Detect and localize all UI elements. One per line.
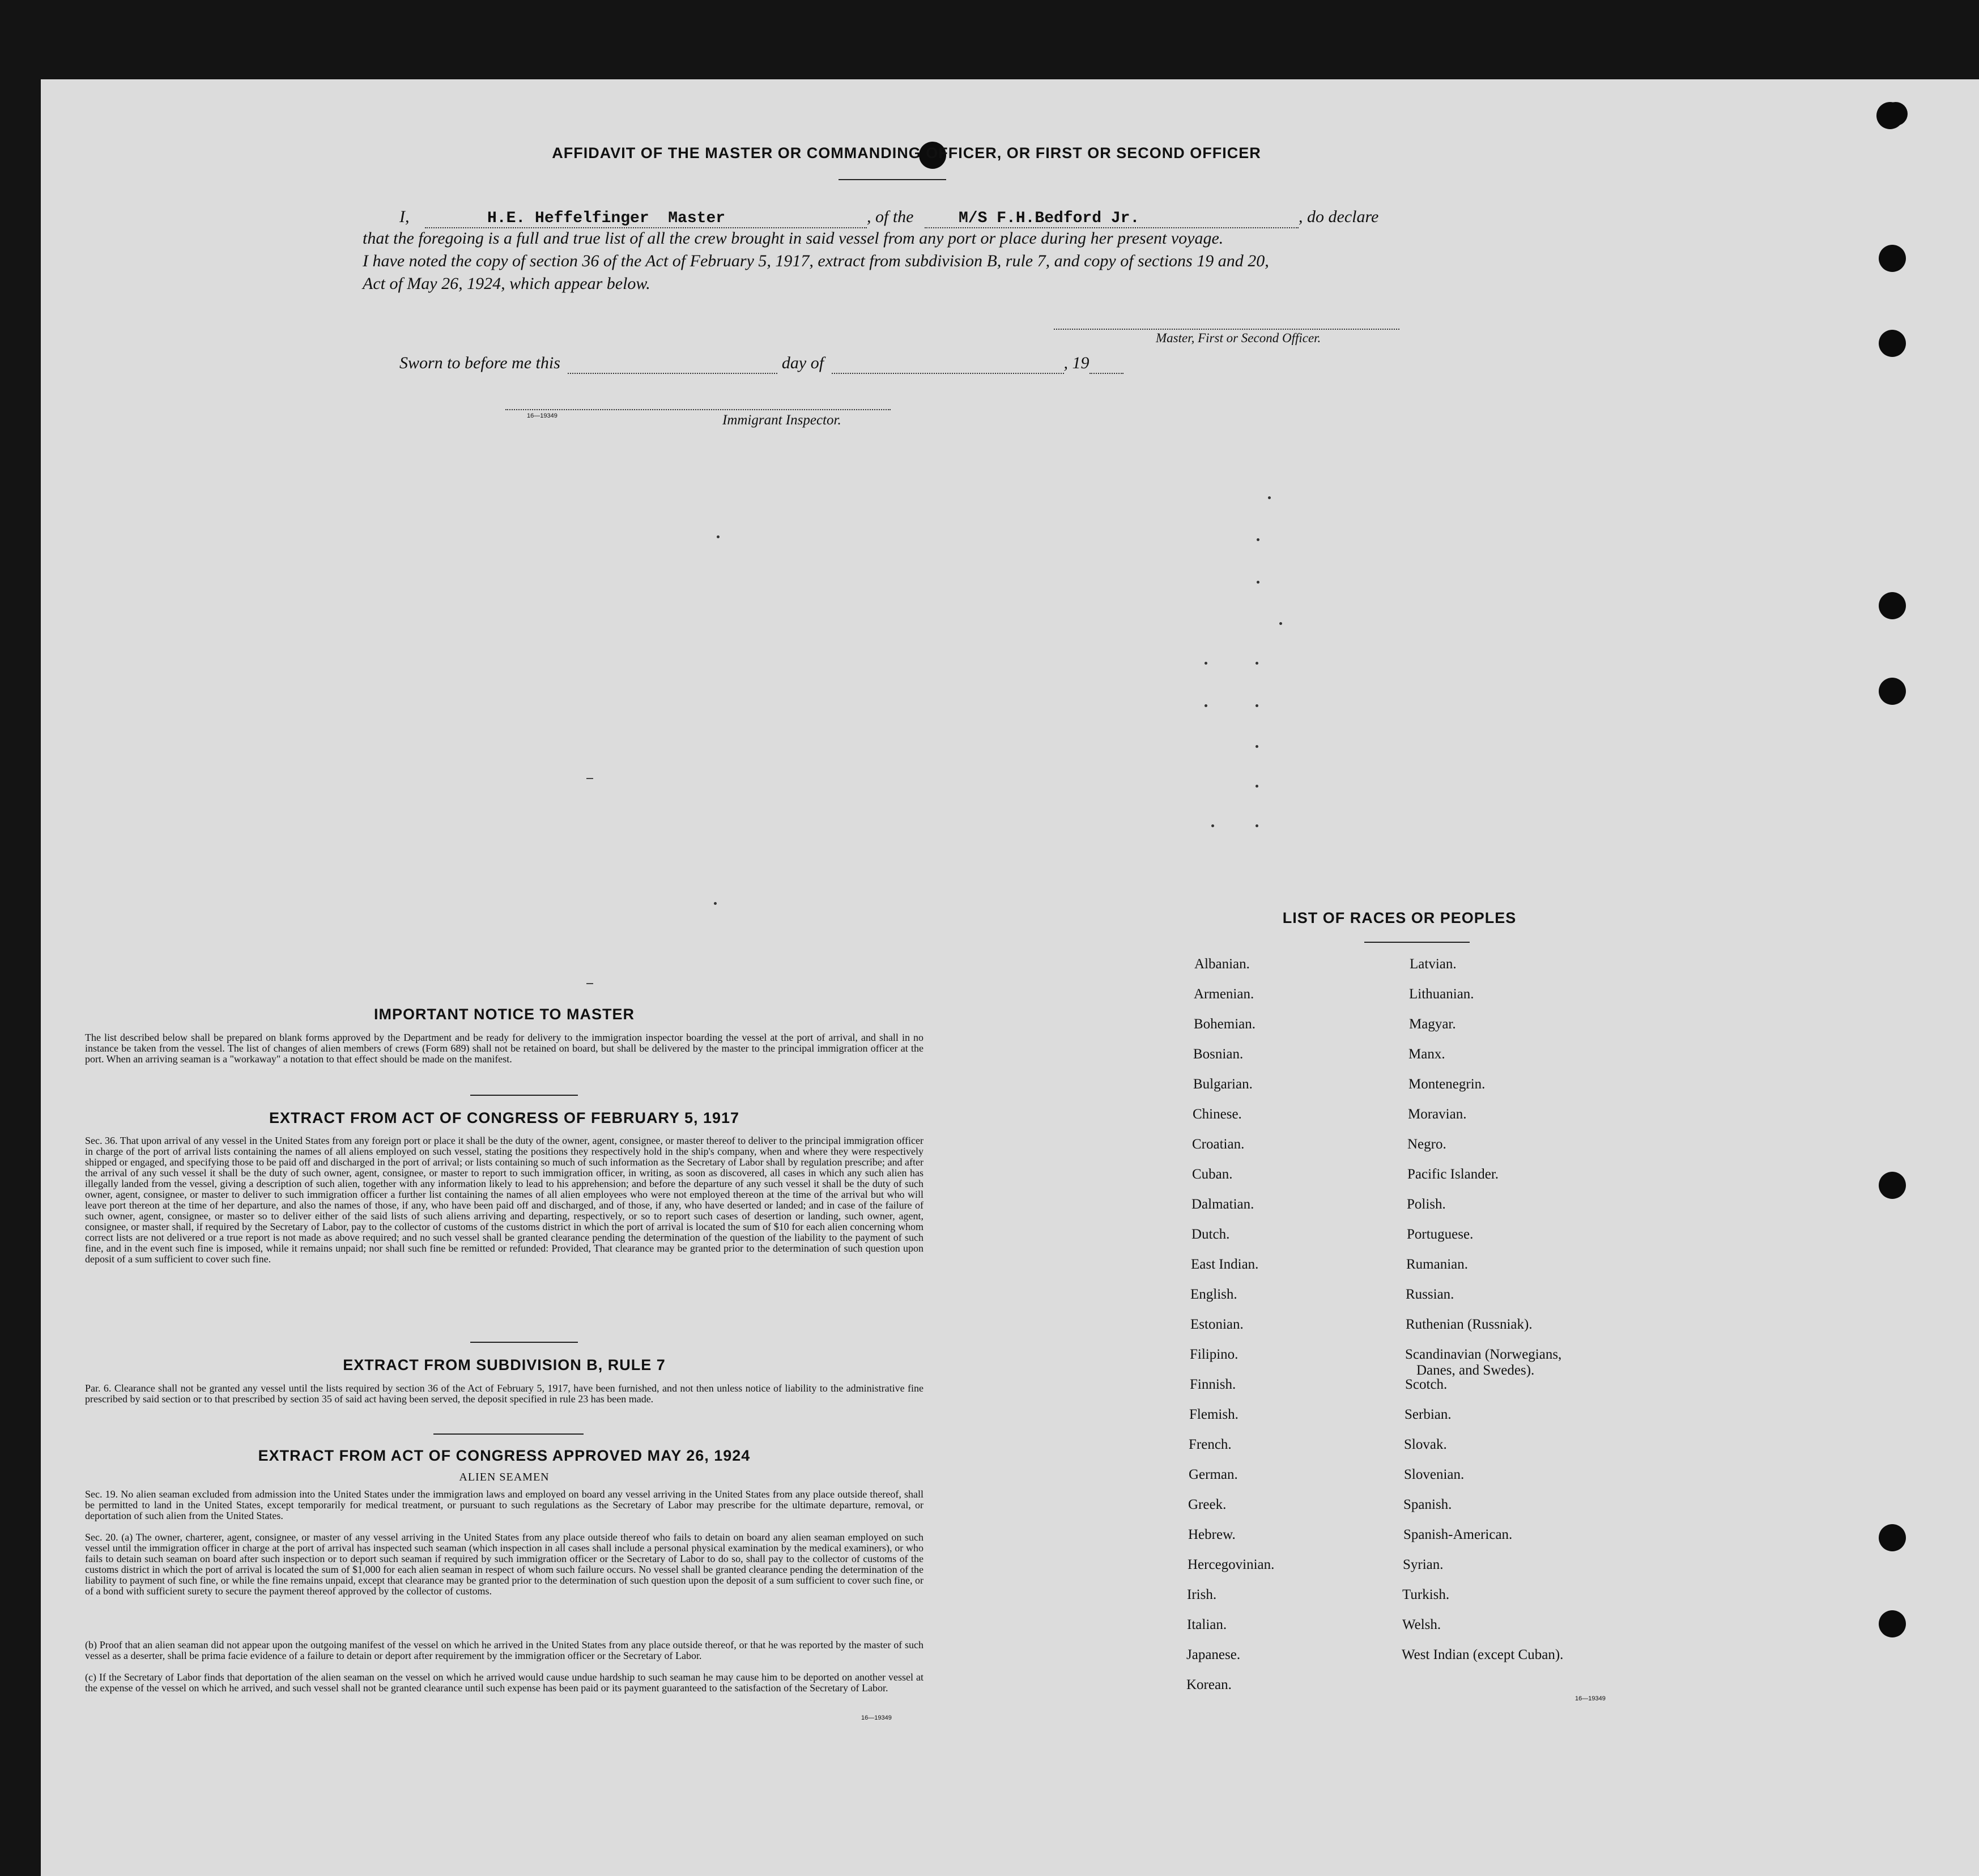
race-item: Slovak. [1404,1437,1447,1452]
binder-hole [1879,245,1906,272]
race-item: Turkish. [1402,1587,1450,1602]
race-item: Pacific Islander. [1407,1167,1499,1182]
form-number-top: 16—19349 [527,412,557,419]
inspector-signature-line[interactable] [505,409,891,410]
stray-mark [714,902,717,905]
stray-dash [586,983,593,984]
vessel-name-value: M/S F.H.Bedford Jr. [959,210,1140,227]
stray-dash [586,778,593,779]
race-item: Greek. [1188,1497,1227,1512]
extract-rule7-heading: EXTRACT FROM SUBDIVISION B, RULE 7 [343,1356,666,1373]
declaration-line-1 [399,207,1378,228]
race-item: Albanian. [1194,956,1250,972]
stray-mark [1205,704,1207,707]
race-item: Polish. [1407,1197,1446,1212]
extract-1924-sec20b: (b) Proof that an alien seaman did not appear upon the outgoing manifest of the vessel on which he arrived in the United States from any place outside thereof, or that he was reported by the master of such vessel as a deserter, shall be prima facie evidence of a failure to detain or deport after requirement by the immigration officer or the Secretary of Labor. [85,1639,923,1661]
day-of-label: day of [781,354,824,372]
race-item: Rumanian. [1406,1257,1469,1272]
of-the-label: , of the [867,207,914,226]
notice-text: The list described below shall be prepared on blank forms approved by the Department and be ready for delivery to the immigration inspector boarding the vessel at the port of arrival, and shall in no instance be taken from the vessel. The list of changes of alien members of crews (Form 689) shall not be retained on board, but shall be delivered by the master to the principal immigration officer at the port. When an arriving seaman is a "workaway" a notation to that effect should be made on the manifest. [85,1032,923,1065]
binder-hole [1884,102,1908,126]
race-item: Flemish. [1189,1407,1239,1422]
sworn-month-field[interactable] [832,354,1064,374]
sworn-line [399,354,1123,374]
race-item: Estonian. [1190,1317,1244,1332]
stray-mark [1256,745,1258,748]
binder-hole [1879,330,1906,357]
races-heading: LIST OF RACES OR PEOPLES [1282,909,1517,926]
race-item: Manx. [1408,1047,1445,1062]
stray-mark [1256,662,1258,665]
race-item: Irish. [1187,1587,1217,1602]
race-item: Korean. [1186,1677,1232,1692]
section-rule [433,1433,584,1435]
stray-mark [1211,824,1214,827]
extract-1917-text: Sec. 36. That upon arrival of any vessel in the United States from any foreign port or place it shall be the duty of the owner, agent, consignee, or master thereof to deliver to the principal immigration officer in charge of the port of arrival lists containing the names of all aliens employed on such vessel, stating the positions they respectively hold in the ship's company, when and where they were respectively shipped or engaged, and specifying those to be paid off and discharged in the port of arrival; or lists containing so much of such information as the Secretary of Labor shall by regulation prescribe; and after the arrival of any such vessel it shall be the duty of such owner, agent, consignee, or master to report to such immigration officer, in writing, as soon as discovered, all cases in which any such alien has illegally landed from the vessel, giving a description of such alien, together with any information likely to lead to his apprehension; and before the departure of any such vessel it shall be the duty of such owner, agent, consignee, or master to deliver to such immigration officer a further list containing the names of all alien employees who were not employed thereon at the time of the arrival but who will leave port thereon at the time of her departure, and also the names of those, if any, who have been paid off and discharged, and of those, if any, who have deserted or landed; and in case of the failure of such owner, agent, consignee, or master so to deliver either of the said lists of such aliens arriving and departing, respectively, or so to report such cases of desertion or landing, such owner, agent, consignee, or master shall, if required by the Secretary of Labor, pay to the collector of customs of the customs district in which the port of arrival is located the sum of $10 for each alien concerning whom correct lists are not delivered or a true report is not made as above required; and no such vessel shall be granted clearance pending the determination of the question of the liability to the payment of such fine, and in the event such fine is imposed, while it remains unpaid; nor shall such fine be remitted or refunded: Provided, That clearance may be granted prior to the determination of such question upon deposit of a sum sufficient to cover such fine. [85,1135,923,1265]
extract-rule7-text: Par. 6. Clearance shall not be granted any vessel until the lists required by section 36 of the Act of February 5, 1917, have been furnished, and not then unless notice of liability to the administrative fine prescribed by said section or to that prescribed by section 35 of said act having been served, the deposit specified in rule 23 has been made. [85,1382,923,1405]
extract-1924-heading: EXTRACT FROM ACT OF CONGRESS APPROVED MAY 26, 1924 [258,1447,751,1464]
race-item: Italian. [1187,1617,1227,1632]
race-item: Bosnian. [1193,1047,1244,1062]
stray-mark [1257,538,1259,541]
race-item: Japanese. [1186,1647,1241,1662]
race-item: Latvian. [1410,956,1457,972]
form-number-races: 16—19349 [1575,1695,1606,1702]
race-item: Chinese. [1193,1107,1242,1122]
race-item: Cuban. [1192,1167,1233,1182]
race-item: West Indian (except Cuban). [1402,1647,1564,1662]
master-signature-line[interactable] [1054,329,1399,330]
race-item: Scotch. [1405,1377,1448,1392]
race-item: Moravian. [1408,1107,1467,1122]
race-item: Ruthenian (Russniak). [1406,1317,1533,1332]
race-item: French. [1189,1437,1232,1452]
race-item: Lithuanian. [1409,986,1474,1002]
race-item: Croatian. [1192,1137,1245,1152]
race-item: German. [1189,1467,1238,1482]
race-item: Finnish. [1190,1377,1236,1392]
race-item: East Indian. [1191,1257,1259,1272]
race-item: Portuguese. [1407,1227,1474,1242]
stray-mark [1257,581,1259,584]
race-item: Montenegrin. [1408,1077,1486,1092]
race-item: Welsh. [1402,1617,1441,1632]
binder-hole [1879,678,1906,705]
vessel-name-field[interactable] [925,207,1299,228]
race-item: Negro. [1407,1137,1446,1152]
race-item: Filipino. [1190,1347,1239,1362]
binder-hole [1879,592,1906,619]
master-signature-caption: Master, First or Second Officer. [1156,331,1321,345]
race-item: Hercegovinian. [1188,1557,1275,1572]
section-rule [470,1342,578,1343]
race-item: Magyar. [1409,1016,1456,1032]
year-prefix: , 19 [1063,354,1089,372]
race-item: Bulgarian. [1193,1077,1253,1092]
sworn-day-field[interactable] [568,354,777,374]
race-item: Syrian. [1403,1557,1444,1572]
declaration-line-2: that the foregoing is a full and true list of all the crew brought in said vessel from any port or place during her present voyage. [363,229,1224,248]
title-rule [839,179,946,180]
form-page [41,79,1979,1876]
declaration-line-4: Act of May 26, 1924, which appear below. [363,274,650,293]
section-rule [470,1095,578,1096]
i-label: I, [399,207,410,226]
stray-mark [1268,496,1271,499]
race-item: Danes, and Swedes). [1416,1363,1535,1378]
stray-mark [717,535,720,538]
extract-1924-sec20c: (c) If the Secretary of Labor finds that deportation of the alien seaman on the vessel on which he arrived would cause undue hardship to such seaman he may cause him to be deported on another vessel at the expense of the vessel on which he arrived, and such vessel shall not be granted clearance until such expense has been paid or its payment guaranteed to the satisfaction of the Secretary of Labor. [85,1671,923,1694]
alien-seamen-subheading: ALIEN SEAMEN [459,1471,550,1483]
master-name-value: H.E. Heffelfinger Master [487,210,726,227]
stray-mark [1256,704,1258,707]
race-item: Serbian. [1405,1407,1452,1422]
inspector-caption: Immigrant Inspector. [722,412,841,428]
extract-1917-heading: EXTRACT FROM ACT OF CONGRESS OF FEBRUARY 5, 1917 [269,1109,740,1126]
race-item: Russian. [1406,1287,1454,1302]
notice-heading: IMPORTANT NOTICE TO MASTER [374,1006,635,1023]
race-item: Hebrew. [1188,1527,1236,1542]
master-name-field[interactable] [425,207,867,228]
races-rule [1364,942,1470,943]
form-number-bottom-left: 16—19349 [861,1715,892,1721]
race-item: Bohemian. [1194,1016,1256,1032]
stray-mark [1256,785,1258,788]
race-item: English. [1190,1287,1237,1302]
stray-mark [1279,622,1282,625]
extract-1924-sec20a: Sec. 20. (a) The owner, charterer, agent, consignee, or master of any vessel arriving in the United States from any place outside thereof who fails to detain on board any alien seaman employed on such vessel until the immigration officer in charge at the port of arrival has inspected such seaman (which inspection in all cases shall include a personal physical examination by the medical examiners), or who fails to detain such seaman on board after such inspection or to deport such seaman if required by such immigration officer or the Secretary of Labor to do so, shall pay to the collector of customs of the customs district in which the port of arrival is located the sum of $1,000 for each alien seaman in respect of whom such failure occurs. No vessel shall be granted clearance pending the determination of the liability to payment of such fine, or while the fine remains unpaid, except that clearance may be granted prior to the determination of such question upon the deposit of a sum sufficient to cover such fine, or of a bond with sufficient surety to secure the payment thereof approved by the collector of customs. [85,1532,923,1597]
extract-1924-sec19: Sec. 19. No alien seaman excluded from admission into the United States under the immigration laws and employed on board any vessel arriving in the United States from any place outside thereof, shall be permitted to land in the United States, except temporarily for medical treatment, or pursuant to such regulations as the Secretary of Labor may prescribe for the ultimate departure, removal, or deportation of such alien from the United States. [85,1488,923,1521]
race-item: Spanish. [1403,1497,1452,1512]
declaration-line-3: I have noted the copy of section 36 of the Act of February 5, 1917, extract from subdivision B, rule 7, and copy of sections 19 and 20, [363,252,1269,270]
stray-mark [1256,824,1258,827]
binder-hole [1879,1524,1906,1551]
affidavit-title: AFFIDAVIT OF THE MASTER OR COMMANDING OFFICER, OR FIRST OR SECOND OFFICER [552,144,1261,161]
race-item: Spanish-American. [1403,1527,1513,1542]
do-declare-label: , do declare [1299,207,1379,226]
race-item: Dalmatian. [1191,1197,1254,1212]
race-item: Armenian. [1194,986,1254,1002]
sworn-label: Sworn to before me this [399,354,560,372]
binder-hole [1879,1610,1906,1637]
race-item: Scandinavian (Norwegians, [1405,1347,1562,1362]
binder-hole [1879,1172,1906,1199]
sworn-year-field[interactable] [1089,354,1123,374]
race-item: Slovenian. [1404,1467,1465,1482]
race-item: Dutch. [1191,1227,1230,1242]
stray-mark [1205,662,1207,665]
